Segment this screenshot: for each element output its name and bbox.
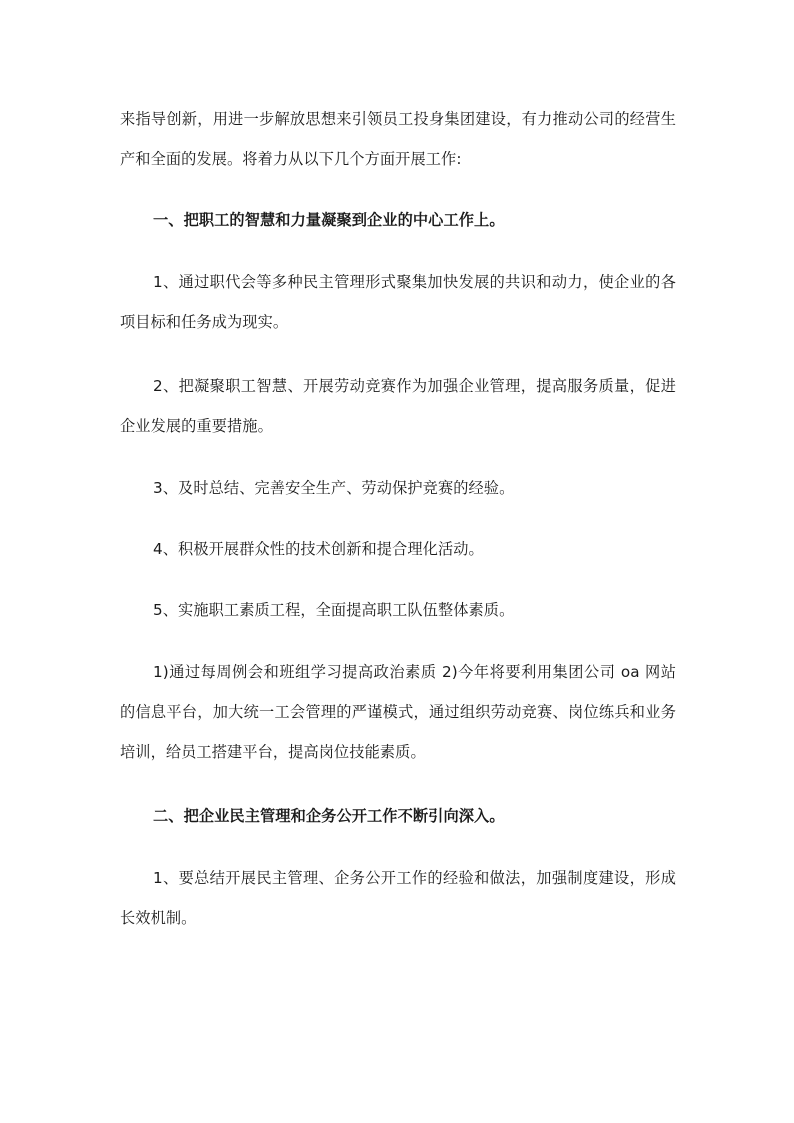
list-item-1-2: 2、把凝聚职工智慧、开展劳动竞赛作为加强企业管理，提高服务质量，促进企业发展的重要措施。: [120, 377, 676, 435]
list-item-1-1: 1、通过职代会等多种民主管理形式聚集加快发展的共识和动力，使企业的各项目标和任务成为现实。: [120, 273, 676, 331]
list-item-1-4: 4、积极开展群众性的技术创新和提合理化活动。: [153, 540, 484, 558]
paragraph-intro-continuation: 来指导创新，用进一步解放思想来引领员工投身集团建设，有力推动公司的经营生产和全面的发展。将着力从以下几个方面开展工作:: [120, 110, 676, 168]
list-item-2-1: 1、要总结开展民主管理、企务公开工作的经验和做法，加强制度建设，形成长效机制。: [120, 869, 676, 927]
list-item-1-3: 3、及时总结、完善安全生产、劳动保护竞赛的经验。: [153, 479, 515, 497]
section-heading-2: 二、把企业民主管理和企务公开工作不断引向深入。: [153, 807, 505, 825]
list-item-1-5: 5、实施职工素质工程，全面提高职工队伍整体素质。: [153, 601, 515, 619]
section-heading-1: 一、把职工的智慧和力量凝聚到企业的中心工作上。: [153, 211, 505, 229]
sub-items-1-5: 1)通过每周例会和班组学习提高政治素质 2)今年将要利用集团公司 oa 网站的信息平台，加大统一工会管理的严谨模式，通过组织劳动竞赛、岗位练兵和业务培训，给员工搭建平台，提高岗位技能素质。: [120, 663, 676, 761]
